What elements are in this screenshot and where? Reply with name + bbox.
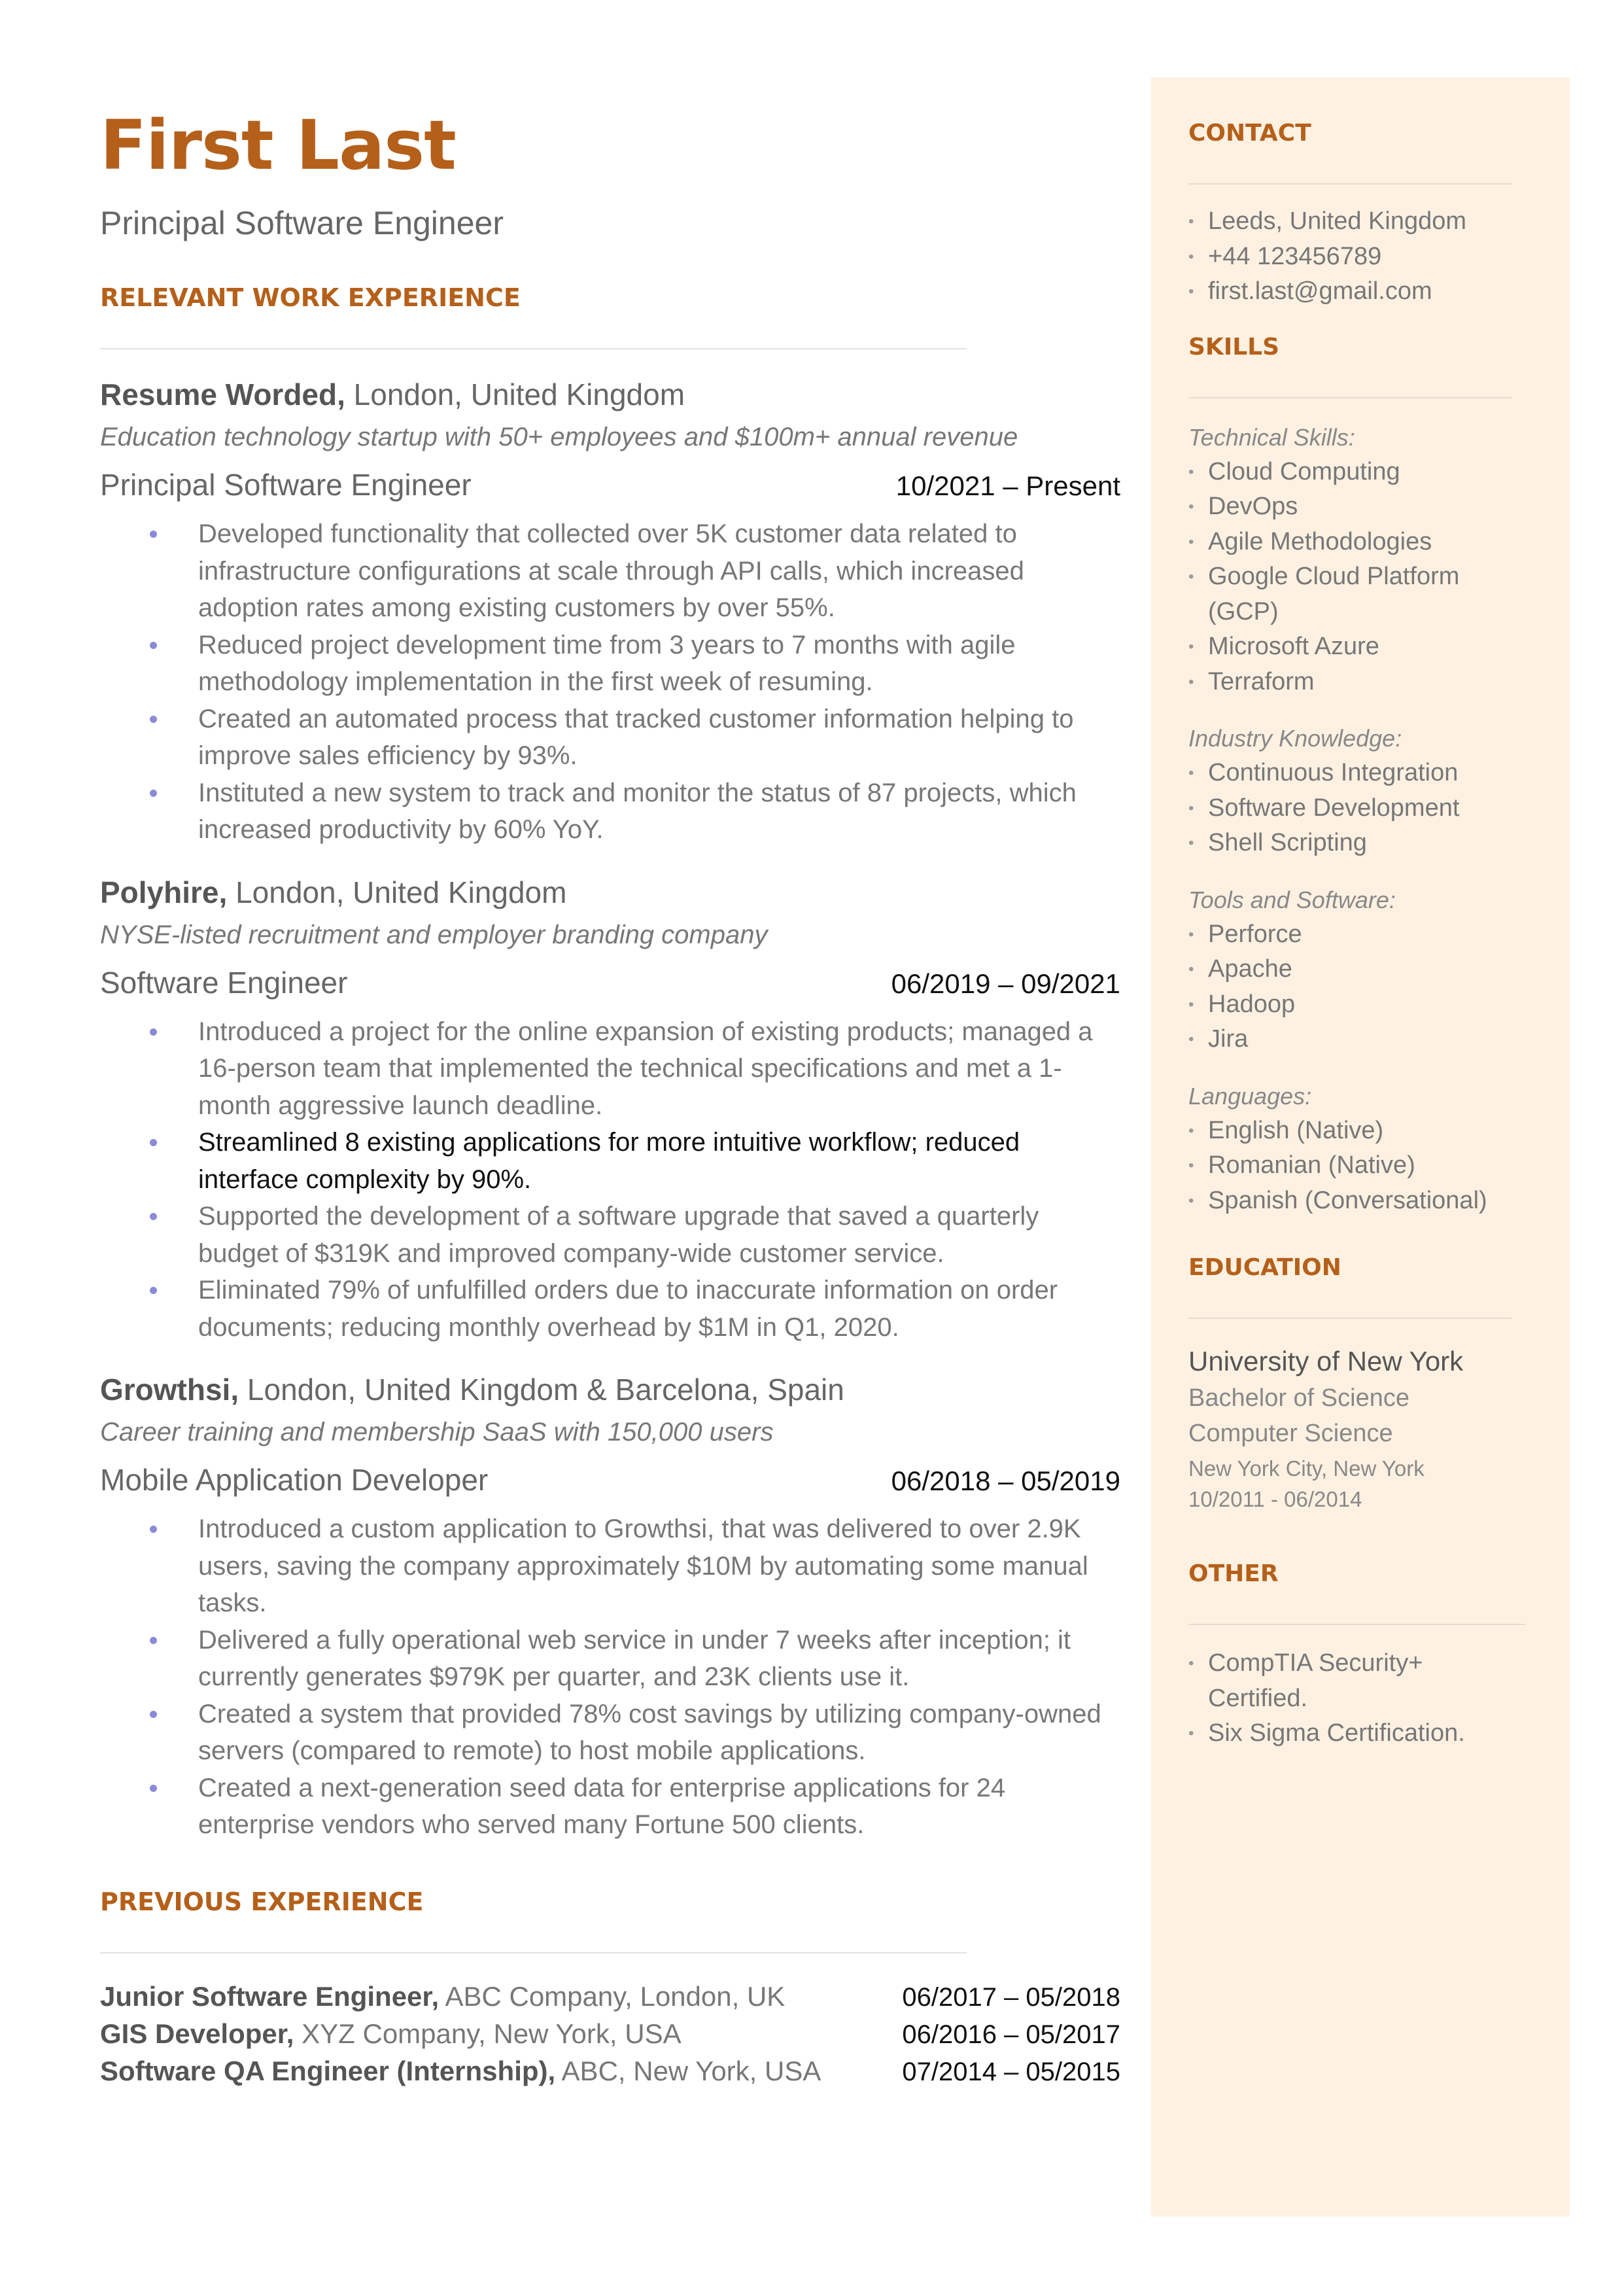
job-row bbox=[100, 470, 1120, 500]
job-dates: 06/2019 – 09/2021 bbox=[891, 968, 1120, 999]
skill-item: • Hadoop bbox=[1188, 987, 1529, 1023]
achievement-item: Supported the development of a software upgrade that saved a quarterly budget of $319K and improved company-wide customer service. bbox=[198, 1198, 1120, 1272]
achievement-item: Introduced a project for the online expansion of existing products; managed a 16-person team that implemented the technical specifications and met a 1-month aggressive launch deadline. bbox=[198, 1013, 1120, 1125]
language-item: • Spanish (Conversational) bbox=[1188, 1183, 1529, 1219]
company-description: Education technology startup with 50+ employees and $100m+ annual revenue bbox=[100, 423, 1018, 451]
previous-company: XYZ Company, New York, USA bbox=[294, 2018, 682, 2049]
achievement-item: Created an automated process that tracked customer information helping to improve sales efficiency by 93%. bbox=[198, 701, 1120, 775]
previous-role: Junior Software Engineer, bbox=[100, 1980, 440, 2012]
technical-skills-list bbox=[1188, 455, 1529, 700]
previous-dates: 07/2014 – 05/2015 bbox=[902, 2057, 1120, 2086]
job-dates: 10/2021 – Present bbox=[895, 470, 1120, 501]
candidate-title: Principal Software Engineer bbox=[100, 205, 504, 241]
sidebar-divider bbox=[1188, 1624, 1525, 1625]
job-title: Mobile Application Developer bbox=[100, 1463, 489, 1497]
company-description: NYSE-listed recruitment and employer branding company bbox=[100, 920, 768, 949]
previous-experience-heading: PREVIOUS EXPERIENCE bbox=[100, 1887, 424, 1916]
contact-email: • first.last@gmail.com bbox=[1188, 274, 1529, 309]
achievement-item: Instituted a new system to track and monitor the status of 87 projects, which increased productivity by 60% YoY. bbox=[198, 775, 1120, 849]
sidebar-divider bbox=[1188, 183, 1512, 184]
company-name: Resume Worded, bbox=[100, 377, 345, 412]
section-divider bbox=[100, 1952, 967, 1953]
achievement-item: Reduced project development time from 3 years to 7 months with agile methodology implementation in the first week of resuming. bbox=[198, 627, 1120, 701]
skill-item: • Perforce bbox=[1188, 917, 1529, 953]
main-column bbox=[100, 105, 1120, 2090]
achievement-list bbox=[100, 1511, 1120, 1844]
previous-experience-list bbox=[100, 1978, 1120, 2090]
skill-item: • DevOps bbox=[1188, 489, 1529, 525]
other-list bbox=[1188, 1646, 1529, 1751]
languages-label: Languages: bbox=[1188, 1082, 1312, 1110]
job-dates: 06/2018 – 05/2019 bbox=[891, 1465, 1120, 1496]
job-row bbox=[100, 965, 1120, 1000]
skill-item: • Jira bbox=[1188, 1022, 1529, 1057]
job-entry bbox=[100, 379, 1120, 849]
company-name: Growthsi, bbox=[100, 1373, 239, 1407]
tools-software-label: Tools and Software: bbox=[1188, 886, 1396, 913]
skill-item: • Continuous Integration bbox=[1188, 756, 1529, 791]
achievement-list bbox=[100, 516, 1120, 849]
education-location: New York City, New York bbox=[1188, 1456, 1425, 1480]
achievement-item: Created a next-generation seed data for enterprise applications for 24 enterprise vendors who served many Fortune 500 clients. bbox=[198, 1770, 1120, 1844]
sidebar-divider bbox=[1188, 1318, 1512, 1319]
company-line bbox=[100, 379, 1120, 410]
job-entry bbox=[100, 1375, 1120, 1844]
previous-role-row bbox=[100, 1978, 1120, 2016]
section-divider bbox=[100, 348, 967, 349]
education-school: University of New York bbox=[1188, 1346, 1464, 1376]
language-item: • English (Native) bbox=[1188, 1113, 1529, 1149]
achievement-item: Created a system that provided 78% cost savings by utilizing company-owned servers (compared to remote) to host mobile applications. bbox=[198, 1696, 1120, 1770]
achievement-list bbox=[100, 1013, 1120, 1346]
company-location: London, United Kingdom bbox=[345, 377, 685, 412]
job-entry bbox=[100, 877, 1120, 1346]
previous-role: GIS Developer, bbox=[100, 2018, 294, 2049]
contact-heading: CONTACT bbox=[1188, 120, 1311, 147]
company-name: Polyhire, bbox=[100, 875, 228, 909]
job-title: Principal Software Engineer bbox=[100, 468, 472, 502]
company-description: Career training and membership SaaS with 150,000 users bbox=[100, 1418, 774, 1446]
previous-dates: 06/2016 – 05/2017 bbox=[902, 2020, 1120, 2049]
contact-phone: • +44 123456789 bbox=[1188, 239, 1529, 275]
skill-item: • Shell Scripting bbox=[1188, 826, 1529, 861]
achievement-item: Eliminated 79% of unfulfilled orders due to inaccurate information on order documents; reducing monthly overhead by $1M in Q1, 2020. bbox=[198, 1272, 1120, 1346]
contact-list bbox=[1188, 204, 1529, 309]
education-degree: Bachelor of Science bbox=[1188, 1384, 1409, 1412]
achievement-item: Streamlined 8 existing applications for more intuitive workflow; reduced interface complexity by 90%. bbox=[198, 1124, 1120, 1198]
work-experience-heading: RELEVANT WORK EXPERIENCE bbox=[100, 283, 521, 312]
certification-item: • Six Sigma Certification. bbox=[1188, 1716, 1529, 1751]
previous-company: ABC Company, London, UK bbox=[439, 1980, 786, 2012]
sidebar-divider bbox=[1188, 397, 1512, 398]
skill-item: • Google Cloud Platform (GCP) bbox=[1188, 559, 1529, 629]
previous-role: Software QA Engineer (Internship), bbox=[100, 2055, 556, 2086]
achievement-item: Delivered a fully operational web service in under 7 weeks after inception; it currently generates $979K per quarter, and 23K clients use it. bbox=[198, 1622, 1120, 1696]
skill-item: • Cloud Computing bbox=[1188, 455, 1529, 490]
sidebar-content bbox=[1188, 77, 1529, 1751]
job-title: Software Engineer bbox=[100, 965, 348, 1000]
language-item: • Romanian (Native) bbox=[1188, 1148, 1529, 1183]
skill-item: • Terraform bbox=[1188, 665, 1529, 700]
other-heading: OTHER bbox=[1188, 1560, 1279, 1587]
certification-item: • CompTIA Security+ Certified. bbox=[1188, 1646, 1529, 1716]
skill-item: • Agile Methodologies bbox=[1188, 525, 1529, 560]
industry-knowledge-label: Industry Knowledge: bbox=[1188, 725, 1402, 752]
skill-item: • Apache bbox=[1188, 952, 1529, 987]
education-dates: 10/2011 - 06/2014 bbox=[1188, 1487, 1362, 1511]
tools-software-list bbox=[1188, 917, 1529, 1057]
skill-item: • Microsoft Azure bbox=[1188, 629, 1529, 665]
contact-location: • Leeds, United Kingdom bbox=[1188, 204, 1529, 239]
previous-role-row bbox=[100, 2016, 1120, 2053]
skill-item: • Software Development bbox=[1188, 791, 1529, 826]
company-line bbox=[100, 1375, 1120, 1405]
candidate-name: First Last bbox=[100, 105, 456, 185]
previous-company: ABC, New York, USA bbox=[555, 2055, 821, 2086]
company-line bbox=[100, 877, 1120, 907]
previous-dates: 06/2017 – 05/2018 bbox=[902, 1982, 1120, 2012]
company-location: London, United Kingdom bbox=[227, 875, 567, 909]
achievement-item: Developed functionality that collected over 5K customer data related to infrastructure configurations at scale through API calls, which increased adoption rates among existing customers by over 55%. bbox=[198, 516, 1120, 627]
industry-knowledge-list bbox=[1188, 756, 1529, 861]
skills-heading: SKILLS bbox=[1188, 333, 1280, 360]
job-row bbox=[100, 1465, 1120, 1495]
sidebar bbox=[1151, 77, 1570, 2216]
company-location: London, United Kingdom & Barcelona, Spain bbox=[239, 1373, 844, 1407]
education-field: Computer Science bbox=[1188, 1420, 1393, 1447]
achievement-item: Introduced a custom application to Growthsi, that was delivered to over 2.9K users, saving the company approximately $10M by automating some manual tasks. bbox=[198, 1511, 1120, 1622]
languages-list bbox=[1188, 1113, 1529, 1219]
previous-role-row bbox=[100, 2053, 1120, 2090]
technical-skills-label: Technical Skills: bbox=[1188, 423, 1355, 451]
education-heading: EDUCATION bbox=[1188, 1254, 1341, 1281]
